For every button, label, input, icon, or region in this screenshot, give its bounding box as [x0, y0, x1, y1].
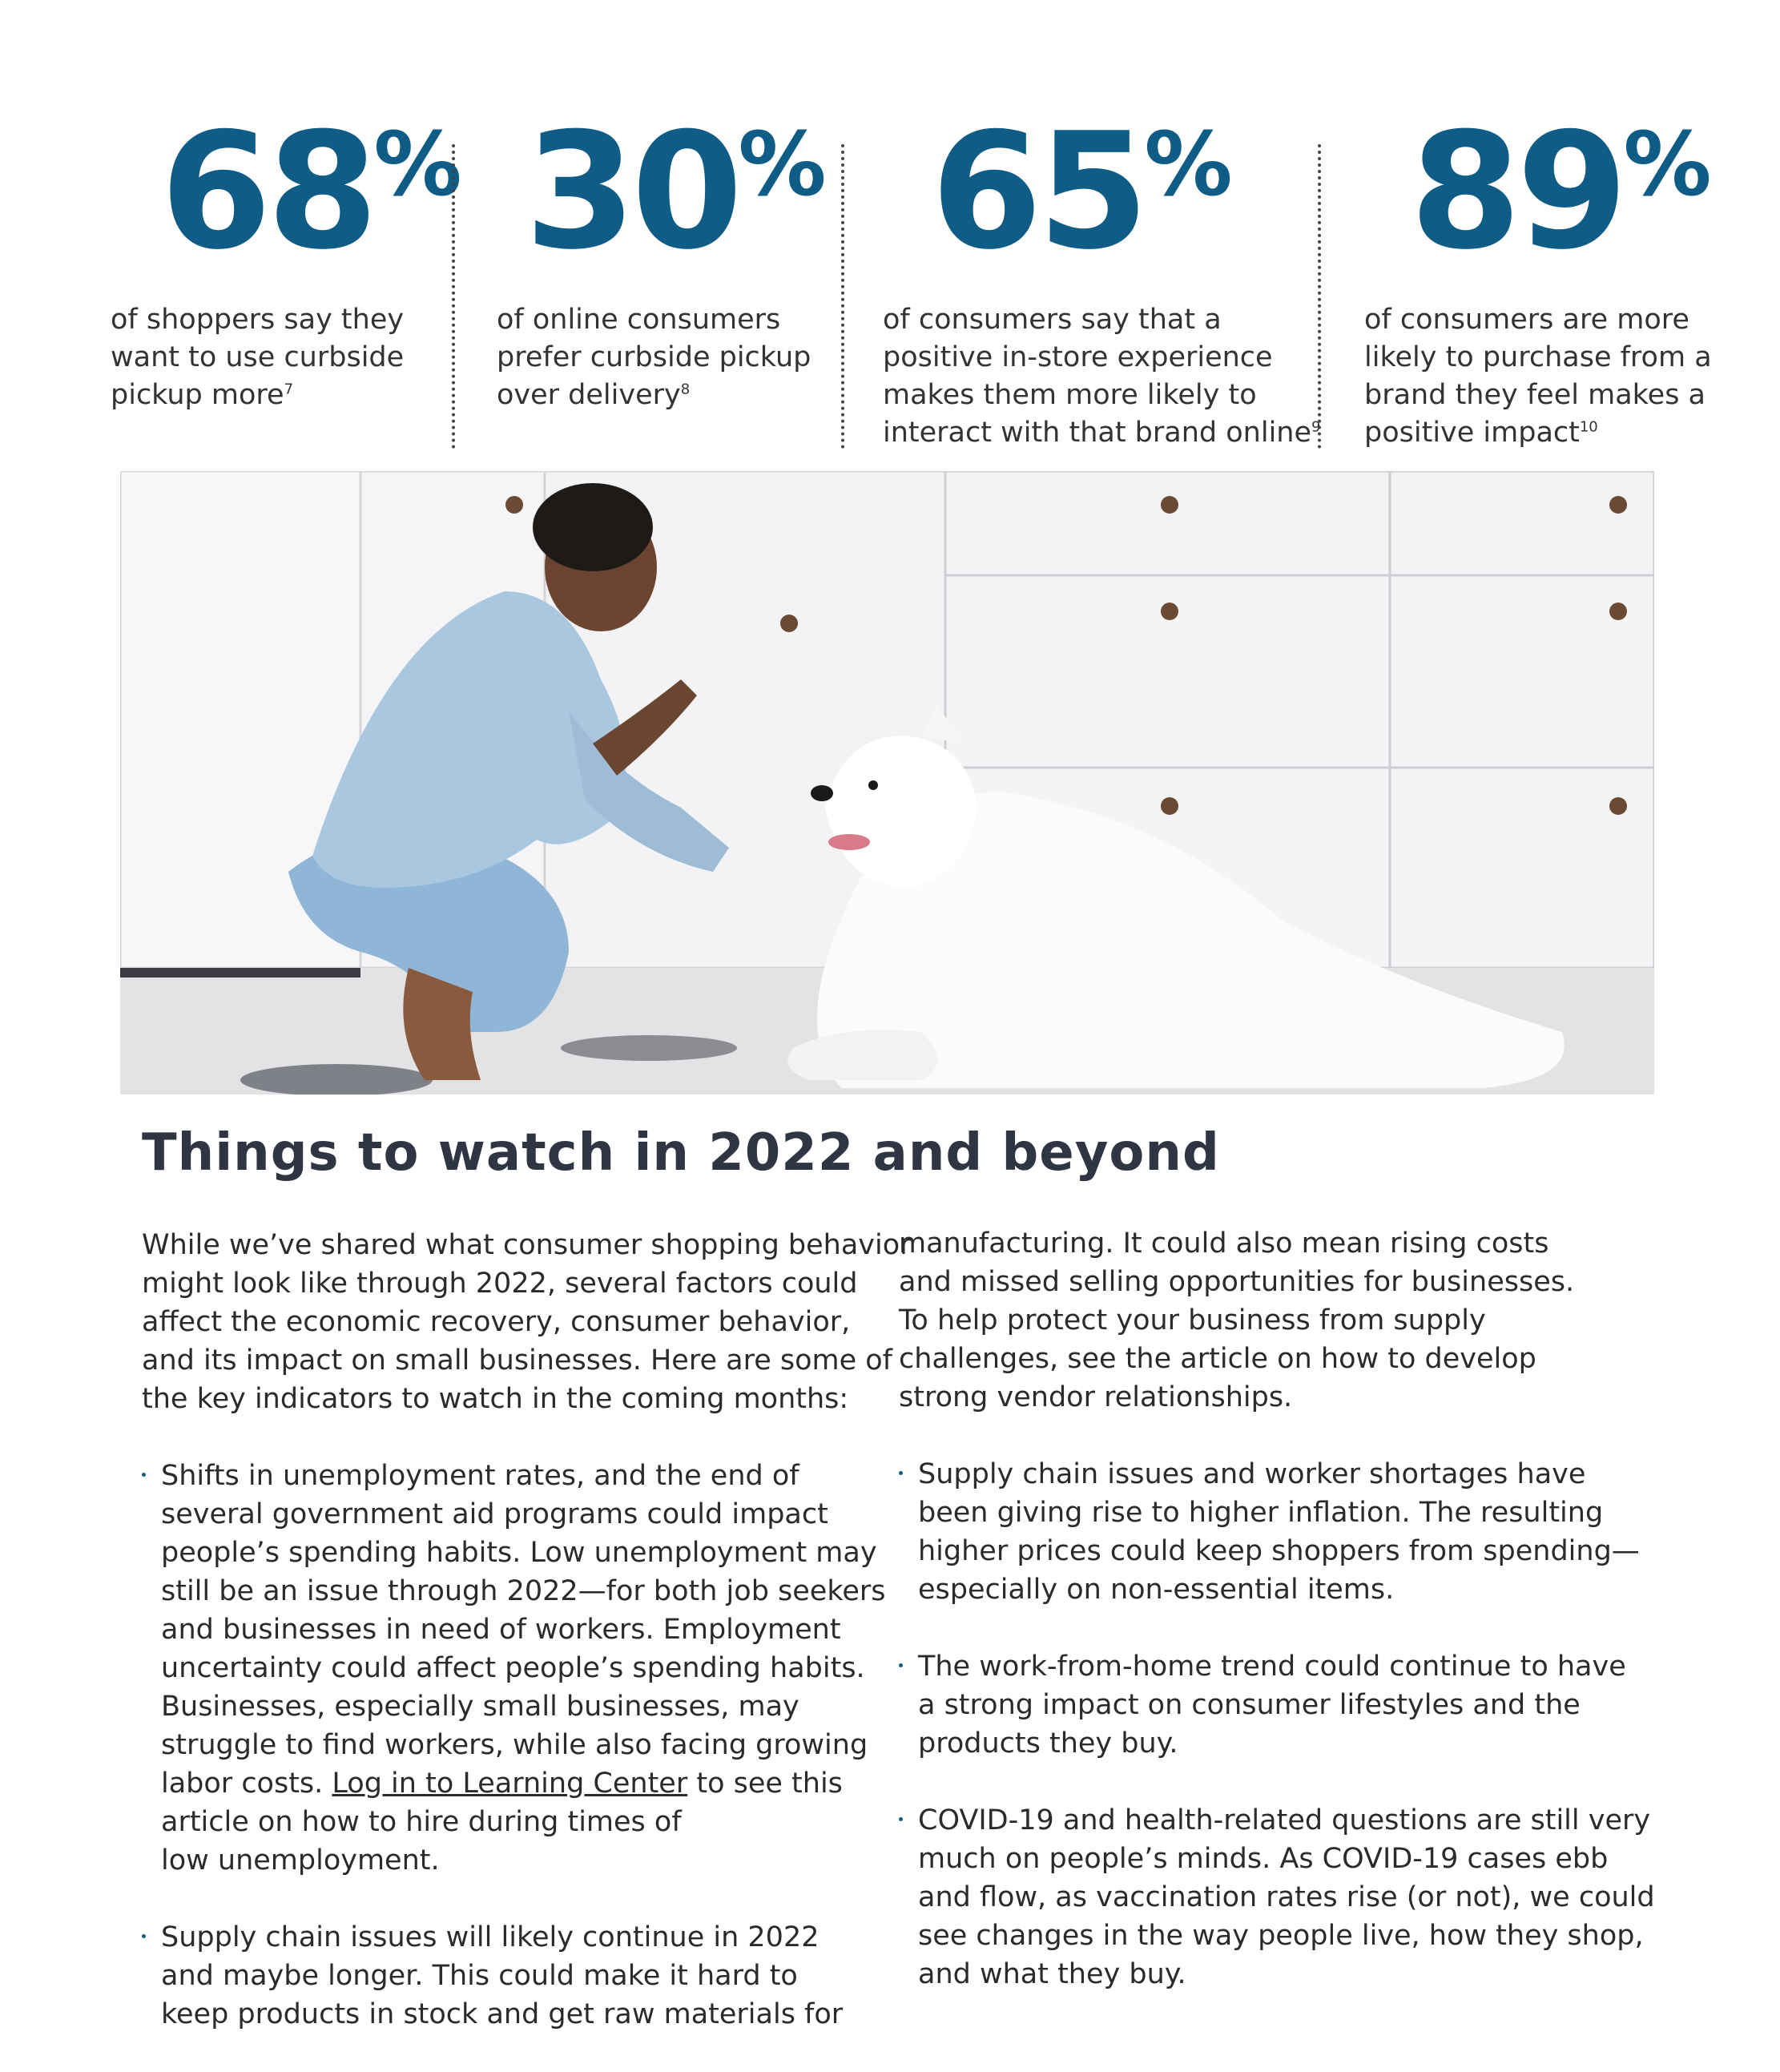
stat-89: [1364, 99, 1712, 452]
list-item: COVID-19 and health-related questions are still very much on people’s minds. As COVID-19 cases ebb and flow, as vaccination rates rise (or not), we could see changes in the way people live, how they shop, and what they buy.: [899, 1801, 1620, 1993]
list-item: Supply chain issues will likely continue in 2022 and maybe longer. This could make it hard to keep products in stock and get raw materials for: [142, 1918, 863, 2034]
stat-description: of consumers say that a positive in-store experience makes them more likely to interact with that brand online$^9$: [883, 304, 1321, 449]
learning-center-link[interactable]: Log in to Learning Center: [332, 1768, 688, 1800]
divider: [452, 144, 455, 449]
footnote: 7: [284, 381, 294, 398]
stat-value: 68%: [160, 99, 462, 285]
stat-value: 65%: [931, 99, 1233, 285]
stat-description: of shoppers say they want to use curbside pickup more$^7$: [111, 304, 405, 411]
list-item: Shifts in unemployment rates, and the end of several government aid programs could impact people’s spending habits. Low unemployment may still be an issue through 2022—for both job seekers and businesses in need of workers. Employment uncertainty could affect people’s spending habits. Businesses, especially small businesses, may struggle to find workers, while also facing growing labor costs. Log in to Learning Center to see this article on how to hire during times of low unemployment.: [142, 1457, 863, 1880]
intro-paragraph: While we’ve shared what consumer shopping behavior might look like through 2022, several factors could affect the economic recovery, consumer behavior, and its impact on small businesses. Here are some of the key indicators to watch in the coming months:: [142, 1229, 912, 1415]
stat-65: [883, 99, 1321, 452]
stat-description: of online consumers prefer curbside pickup over delivery$^8$: [497, 304, 811, 411]
section-heading: Things to watch in 2022 and beyond: [142, 1123, 1220, 1183]
stat-30: [497, 99, 827, 414]
footnote: 8: [680, 381, 691, 398]
bullet-dot: [142, 1934, 146, 1938]
bullet-dot: [899, 1471, 903, 1475]
divider: [841, 144, 844, 449]
bullet-dot: [142, 1473, 146, 1477]
list-item: Supply chain issues and worker shortages have been giving rise to higher inflation. The resulting higher prices could keep shoppers from spending— especially on non-essential items.: [899, 1455, 1620, 1609]
list-item: The work-from-home trend could continue to have a strong impact on consumer lifestyles and the products they buy.: [899, 1647, 1620, 1763]
stat-68: [111, 99, 462, 414]
footnote: 9: [1311, 418, 1321, 436]
bullet-dot: [899, 1663, 903, 1667]
right-column: [899, 1224, 1655, 2032]
bullet-dot: [899, 1817, 903, 1821]
stat-value: 30%: [525, 99, 827, 285]
left-column: [142, 1226, 912, 2072]
hero-photo: [120, 471, 1654, 1094]
divider: [1318, 144, 1321, 449]
stat-value: 89%: [1410, 99, 1712, 285]
stat-description: of consumers are more likely to purchase from a brand they feel makes a positive impact$^{10}$: [1364, 304, 1712, 449]
footnote: 10: [1579, 418, 1598, 436]
continued-paragraph: manufacturing. It could also mean rising costs and missed selling opportunities for businesses. To help protect your business from supply challenges, see the article on how to develop strong vendor relationships.: [899, 1227, 1575, 1413]
